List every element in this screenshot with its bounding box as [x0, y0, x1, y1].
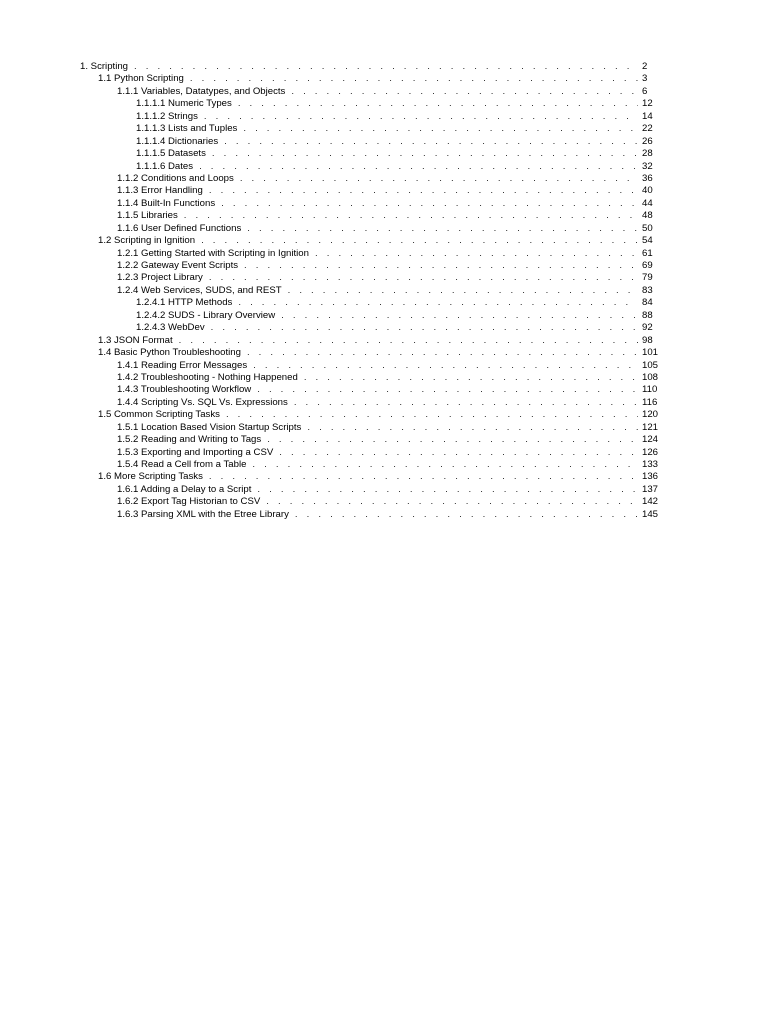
- toc-entry-title: 1.4.1 Reading Error Messages: [117, 359, 248, 371]
- toc-dot-leader: [199, 161, 638, 173]
- toc-entry-title: 1.6.2 Export Tag Historian to CSV: [117, 496, 261, 508]
- toc-dot-leader: [209, 272, 638, 284]
- toc-entry-title: 1.1.4 Built-In Functions: [117, 197, 216, 209]
- toc-entry-page-number: 40: [642, 185, 653, 197]
- toc-entry-title: 1.5.4 Read a Cell from a Table: [117, 459, 247, 470]
- toc-entry-page-number: 50: [642, 222, 653, 234]
- toc-entry-title: 1.2.4 Web Services, SUDS, and REST: [117, 284, 282, 296]
- toc-entry[interactable]: [80, 509, 664, 521]
- toc-entry-title: 1.1.1.3 Lists and Tuples: [136, 123, 238, 135]
- toc-entry[interactable]: [80, 484, 664, 496]
- toc-entry-page-number: 28: [642, 148, 653, 160]
- toc-entry-page-number: 6: [642, 85, 648, 97]
- toc-entry[interactable]: [80, 210, 664, 222]
- toc-dot-leader: [294, 397, 638, 409]
- toc-dot-leader: [315, 248, 638, 260]
- toc-entry-page-number: 14: [642, 110, 653, 122]
- toc-entry-page-number: 2: [642, 61, 648, 72]
- toc-entry-page-number: 145: [642, 508, 659, 520]
- toc-dot-leader: [288, 285, 638, 297]
- toc-dot-leader: [244, 260, 638, 272]
- toc-entry-title: 1.1 Python Scripting: [98, 73, 184, 85]
- toc-dot-leader: [134, 61, 638, 73]
- toc-entry-title: 1.1.1 Variables, Datatypes, and Objects: [117, 85, 286, 97]
- toc-entry[interactable]: [80, 223, 664, 235]
- toc-entry-page-number: 116: [642, 396, 658, 408]
- toc-dot-leader: [238, 98, 638, 110]
- toc-dot-leader: [304, 372, 638, 384]
- toc-entry[interactable]: [80, 185, 664, 197]
- toc-entry-title: 1.1.3 Error Handling: [117, 185, 203, 197]
- toc-entry[interactable]: [80, 111, 664, 123]
- toc-entry-page-number: 92: [642, 322, 653, 334]
- toc-entry-title: 1.6.3 Parsing XML with the Etree Library: [117, 508, 289, 520]
- toc-entry[interactable]: [80, 98, 664, 110]
- toc-entry-page-number: 36: [642, 172, 653, 184]
- toc-entry-page-number: 98: [642, 334, 653, 346]
- toc-dot-leader: [240, 173, 638, 185]
- toc-entry-title: 1.1.1.2 Strings: [136, 110, 198, 122]
- toc-dot-leader: [291, 86, 638, 98]
- toc-entry-title: 1.2.4.3 WebDev: [136, 322, 205, 334]
- toc-entry-page-number: 142: [642, 496, 659, 508]
- toc-entry[interactable]: [80, 260, 664, 272]
- toc-dot-leader: [257, 384, 638, 396]
- toc-entry-title: 1.1.2 Conditions and Loops: [117, 172, 234, 184]
- toc-dot-leader: [201, 235, 638, 247]
- toc-entry[interactable]: [80, 235, 664, 247]
- toc-dot-leader: [184, 210, 638, 222]
- toc-dot-leader: [281, 310, 638, 322]
- toc-dot-leader: [243, 123, 638, 135]
- toc-entry[interactable]: [80, 198, 664, 210]
- toc-dot-leader: [307, 422, 638, 434]
- toc-entry-title: 1.4 Basic Python Troubleshooting: [98, 347, 241, 359]
- toc-dot-leader: [267, 434, 638, 446]
- toc-entry-title: 1.5.2 Reading and Writing to Tags: [117, 434, 262, 446]
- toc-dot-leader: [190, 73, 638, 85]
- toc-entry[interactable]: [80, 372, 664, 384]
- toc-entry[interactable]: [80, 471, 664, 483]
- toc-entry[interactable]: [80, 434, 664, 446]
- toc-entry-page-number: 136: [642, 471, 659, 483]
- toc-entry[interactable]: [80, 397, 664, 409]
- toc-dot-leader: [226, 409, 638, 421]
- toc-dot-leader: [211, 322, 638, 334]
- toc-entry-title: 1.2.2 Gateway Event Scripts: [117, 260, 239, 271]
- toc-entry-title: 1.4.2 Troubleshooting - Nothing Happened: [117, 371, 298, 383]
- toc-entry-title: 1.1.5 Libraries: [117, 210, 178, 222]
- toc-entry-page-number: 120: [642, 409, 659, 421]
- toc-entry[interactable]: [80, 272, 664, 284]
- toc-entry-page-number: 137: [642, 483, 659, 495]
- toc-entry[interactable]: [80, 297, 664, 309]
- table-of-contents: [80, 61, 664, 521]
- toc-entry[interactable]: [80, 409, 664, 421]
- toc-entry-title: 1.4.4 Scripting Vs. SQL Vs. Expressions: [117, 396, 288, 408]
- toc-entry[interactable]: [80, 447, 664, 459]
- toc-entry-title: 1.2.1 Getting Started with Scripting in Ignition: [117, 247, 309, 259]
- toc-entry-title: 1.6.1 Adding a Delay to a Script: [117, 483, 252, 495]
- toc-entry-title: 1.5.3 Exporting and Importing a CSV: [117, 446, 274, 458]
- toc-entry-title: 1.1.1.4 Dictionaries: [136, 135, 219, 147]
- toc-entry-page-number: 105: [642, 359, 659, 371]
- toc-entry-page-number: 54: [642, 235, 653, 247]
- toc-dot-leader: [295, 509, 638, 521]
- toc-dot-leader: [238, 297, 638, 309]
- toc-dot-leader: [204, 111, 638, 123]
- toc-entry-title: 1.1.1.5 Datasets: [136, 148, 206, 160]
- toc-entry-page-number: 133: [642, 459, 659, 470]
- toc-entry[interactable]: [80, 360, 664, 372]
- toc-entry[interactable]: [80, 285, 664, 297]
- toc-dot-leader: [247, 223, 638, 235]
- toc-entry-title: 1.5 Common Scripting Tasks: [98, 409, 220, 421]
- toc-dot-leader: [209, 185, 638, 197]
- toc-entry-title: 1.6 More Scripting Tasks: [98, 471, 203, 483]
- toc-entry-page-number: 12: [642, 98, 653, 110]
- toc-entry-page-number: 69: [642, 260, 653, 271]
- toc-entry[interactable]: [80, 459, 664, 471]
- toc-entry-title: 1.1.1.1 Numeric Types: [136, 98, 232, 110]
- toc-entry-page-number: 121: [642, 421, 659, 433]
- toc-entry[interactable]: [80, 422, 664, 434]
- toc-entry-title: 1.4.3 Troubleshooting Workflow: [117, 384, 252, 396]
- toc-dot-leader: [212, 148, 638, 160]
- toc-entry[interactable]: [80, 310, 664, 322]
- toc-entry-page-number: 124: [642, 434, 659, 446]
- toc-entry[interactable]: [80, 347, 664, 359]
- toc-entry-page-number: 110: [642, 384, 658, 396]
- toc-dot-leader: [266, 496, 638, 508]
- toc-entry-title: 1.1.6 User Defined Functions: [117, 222, 242, 234]
- toc-entry-page-number: 61: [642, 247, 653, 259]
- toc-entry-page-number: 32: [642, 160, 653, 172]
- toc-entry[interactable]: [80, 61, 664, 73]
- toc-entry-title: 1.2 Scripting in Ignition: [98, 235, 196, 247]
- toc-entry-title: 1.5.1 Location Based Vision Startup Scripts: [117, 421, 302, 433]
- toc-dot-leader: [279, 447, 638, 459]
- toc-entry-page-number: 3: [642, 73, 648, 85]
- toc-entry[interactable]: [80, 73, 664, 85]
- toc-dot-leader: [224, 136, 638, 148]
- toc-entry[interactable]: [80, 335, 664, 347]
- toc-entry[interactable]: [80, 384, 664, 396]
- toc-entry-page-number: 88: [642, 309, 653, 321]
- toc-entry-page-number: 22: [642, 123, 653, 135]
- toc-entry-page-number: 126: [642, 446, 659, 458]
- toc-entry-page-number: 101: [642, 347, 659, 359]
- toc-entry-page-number: 48: [642, 210, 653, 222]
- toc-entry[interactable]: [80, 173, 664, 185]
- toc-entry[interactable]: [80, 148, 664, 160]
- toc-dot-leader: [209, 471, 638, 483]
- toc-entry-title: 1.2.4.1 HTTP Methods: [136, 297, 233, 309]
- toc-entry-page-number: 79: [642, 272, 653, 284]
- toc-entry-page-number: 44: [642, 197, 653, 209]
- toc-dot-leader: [253, 360, 638, 372]
- toc-dot-leader: [221, 198, 638, 210]
- toc-entry[interactable]: [80, 123, 664, 135]
- toc-entry-title: 1.3 JSON Format: [98, 334, 173, 346]
- toc-entry-page-number: 108: [642, 371, 659, 383]
- toc-entry-title: 1.2.3 Project Library: [117, 272, 203, 284]
- toc-entry-page-number: 83: [642, 284, 653, 296]
- toc-dot-leader: [257, 484, 638, 496]
- toc-entry[interactable]: [80, 496, 664, 508]
- toc-entry[interactable]: [80, 322, 664, 334]
- toc-entry[interactable]: [80, 136, 664, 148]
- toc-entry[interactable]: [80, 248, 664, 260]
- toc-entry[interactable]: [80, 161, 664, 173]
- toc-dot-leader: [247, 347, 638, 359]
- toc-dot-leader: [252, 459, 638, 471]
- toc-entry-page-number: 84: [642, 297, 653, 309]
- toc-entry[interactable]: [80, 86, 664, 98]
- toc-entry-page-number: 26: [642, 135, 653, 147]
- toc-dot-leader: [179, 335, 638, 347]
- toc-entry-title: 1.1.1.6 Dates: [136, 160, 194, 172]
- toc-entry-title: 1. Scripting: [80, 61, 128, 72]
- toc-entry-title: 1.2.4.2 SUDS - Library Overview: [136, 309, 276, 321]
